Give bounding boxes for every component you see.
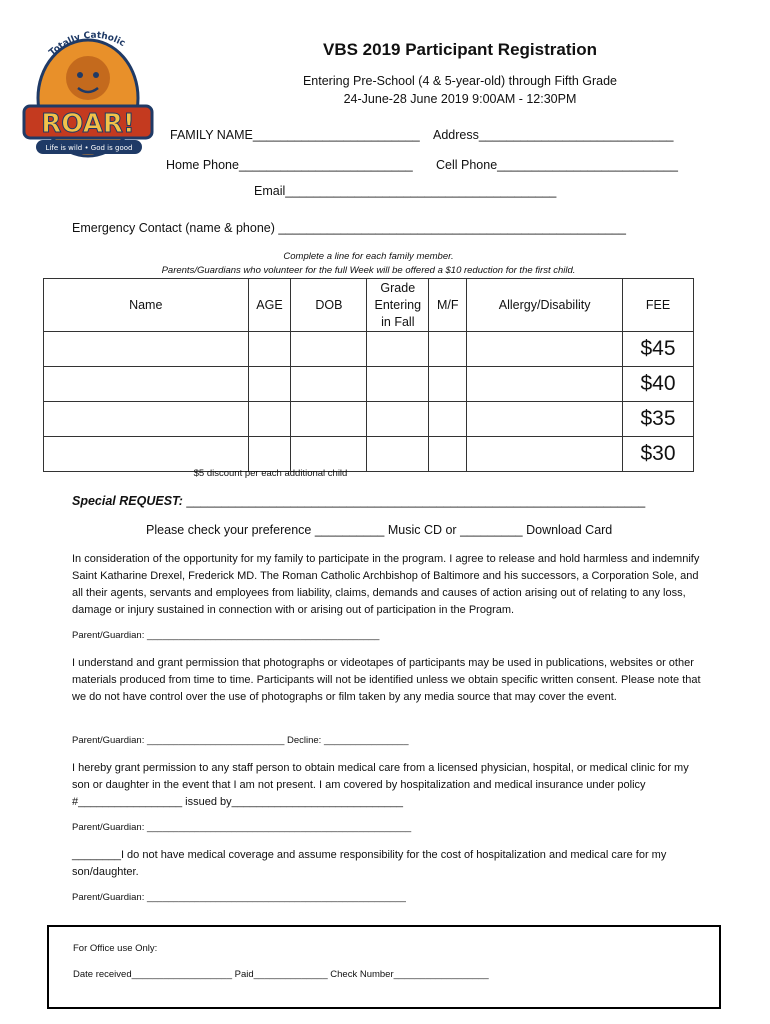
- table-header-row: [44, 279, 694, 332]
- mf-cell[interactable]: [429, 332, 467, 367]
- special-request-field[interactable]: __________________________________________________________________: [186, 494, 646, 508]
- allergy-cell[interactable]: [467, 402, 623, 437]
- svg-text:ROAR!: ROAR!: [41, 109, 135, 139]
- col-age: AGE: [248, 279, 291, 332]
- fee-cell: $40: [623, 367, 694, 402]
- name-cell[interactable]: [44, 437, 249, 472]
- mf-cell[interactable]: [429, 367, 467, 402]
- col-allergy: Allergy/Disability: [467, 279, 623, 332]
- no-coverage-signature[interactable]: Parent/Guardian: _________________________________________________: [72, 892, 406, 903]
- release-paragraph: In consideration of the opportunity for my family to participate in the program. I agree to release and hold harmless and indemnify Saint Katharine Drexel, Frederick MD. The Roman Catholic Archbishop of Baltimore and his successors, a Corporation Sole, and all their agents, servants and employees from liability, claims, demands and causes of action arising out of relating to any loss, damage or injury sustained in connection with or arising out of participation in the Program.: [72, 553, 700, 616]
- allergy-cell[interactable]: [467, 332, 623, 367]
- age-cell[interactable]: [248, 402, 291, 437]
- col-grade-line3: in Fall: [381, 314, 415, 329]
- discount-note: $5 discount per each additional child: [193, 468, 348, 479]
- table-note-line: Complete a line for each family member.: [283, 251, 454, 262]
- svg-text:Life is wild • God is good: Life is wild • God is good: [45, 144, 133, 152]
- age-cell[interactable]: [248, 332, 291, 367]
- no-coverage-paragraph[interactable]: ________I do not have medical coverage and assume responsibility for the cost of hospitalization and medical care for my son/daughter.: [72, 849, 667, 878]
- table-row: [44, 402, 694, 437]
- table-row: [44, 437, 694, 472]
- grade-cell[interactable]: [367, 332, 429, 367]
- photo-paragraph: I understand and grant permission that photographs or videotapes of participants may be used in publications, websites or other materials produced from time to time. Participants will not be identified unless we obtain specific written consent. Please note that we do not have control over the use of photographs or film taken by any media source that may cover the event.: [72, 657, 701, 703]
- mf-cell[interactable]: [429, 402, 467, 437]
- emergency-contact-field[interactable]: Emergency Contact (name & phone) __________________________________________________: [72, 221, 626, 235]
- medical-signature[interactable]: Parent/Guardian: __________________________________________________: [72, 822, 412, 833]
- special-request-row: [72, 494, 645, 508]
- participant-table: [43, 278, 694, 472]
- office-use-box: [47, 925, 721, 1009]
- table-row: [44, 332, 694, 367]
- col-name: Name: [44, 279, 249, 332]
- address-field[interactable]: Address____________________________: [433, 128, 674, 142]
- dob-cell[interactable]: [291, 437, 367, 472]
- mf-cell[interactable]: [429, 437, 467, 472]
- media-preference[interactable]: Please check your preference __________ Music CD or _________ Download Card: [146, 523, 613, 537]
- col-grade: [367, 279, 429, 332]
- age-cell[interactable]: [248, 367, 291, 402]
- col-mf: M/F: [429, 279, 467, 332]
- col-fee: FEE: [623, 279, 694, 332]
- fee-cell: $45: [623, 332, 694, 367]
- family-name-field[interactable]: FAMILY NAME________________________: [170, 128, 420, 142]
- medical-paragraph: I hereby grant permission to any staff person to obtain medical care from a licensed physician, hospital, or medical clinic for my son or daughter in the event that I am not present. I am covered by hospitalization and medical insurance under policy #_________________ issued by____________________________: [72, 762, 689, 808]
- release-signature[interactable]: Parent/Guardian: ____________________________________________: [72, 630, 380, 641]
- col-dob: DOB: [291, 279, 367, 332]
- name-cell[interactable]: [44, 332, 249, 367]
- office-use-fields[interactable]: Date received___________________ Paid______________ Check Number__________________: [73, 969, 489, 980]
- office-use-title: For Office use Only:: [73, 943, 158, 954]
- dob-cell[interactable]: [291, 367, 367, 402]
- svg-text:Totally Catholic: Totally Catholic: [47, 30, 127, 59]
- page-title: VBS 2019 Participant Registration: [323, 40, 597, 59]
- allergy-cell[interactable]: [467, 367, 623, 402]
- col-grade-line2: Entering: [374, 297, 422, 312]
- name-cell[interactable]: [44, 402, 249, 437]
- fee-cell: $35: [623, 402, 694, 437]
- grade-cell[interactable]: [367, 402, 429, 437]
- col-grade-line1: Grade: [380, 280, 416, 295]
- home-phone-field[interactable]: Home Phone_________________________: [166, 158, 413, 172]
- allergy-cell[interactable]: [467, 437, 623, 472]
- special-request-label: Special REQUEST:: [72, 494, 183, 508]
- table-note-volunteer: Parents/Guardians who volunteer for the full Week will be offered a $10 reduction for the first child.: [161, 265, 576, 276]
- page-subtitle: Entering Pre-School (4 & 5-year-old) through Fifth Grade: [302, 74, 618, 88]
- event-dates: 24-June-28 June 2019 9:00AM - 12:30PM: [343, 92, 577, 106]
- table-row: [44, 367, 694, 402]
- grade-cell[interactable]: [367, 367, 429, 402]
- cell-phone-field[interactable]: Cell Phone__________________________: [436, 158, 678, 172]
- photo-signature[interactable]: Parent/Guardian: __________________________ Decline: ________________: [72, 735, 409, 746]
- fee-cell: $30: [623, 437, 694, 472]
- grade-cell[interactable]: [367, 437, 429, 472]
- dob-cell[interactable]: [291, 332, 367, 367]
- dob-cell[interactable]: [291, 402, 367, 437]
- age-cell[interactable]: [248, 437, 291, 472]
- email-field[interactable]: Email_______________________________________: [254, 184, 557, 198]
- name-cell[interactable]: [44, 367, 249, 402]
- vbs-roar-logo: [22, 26, 154, 166]
